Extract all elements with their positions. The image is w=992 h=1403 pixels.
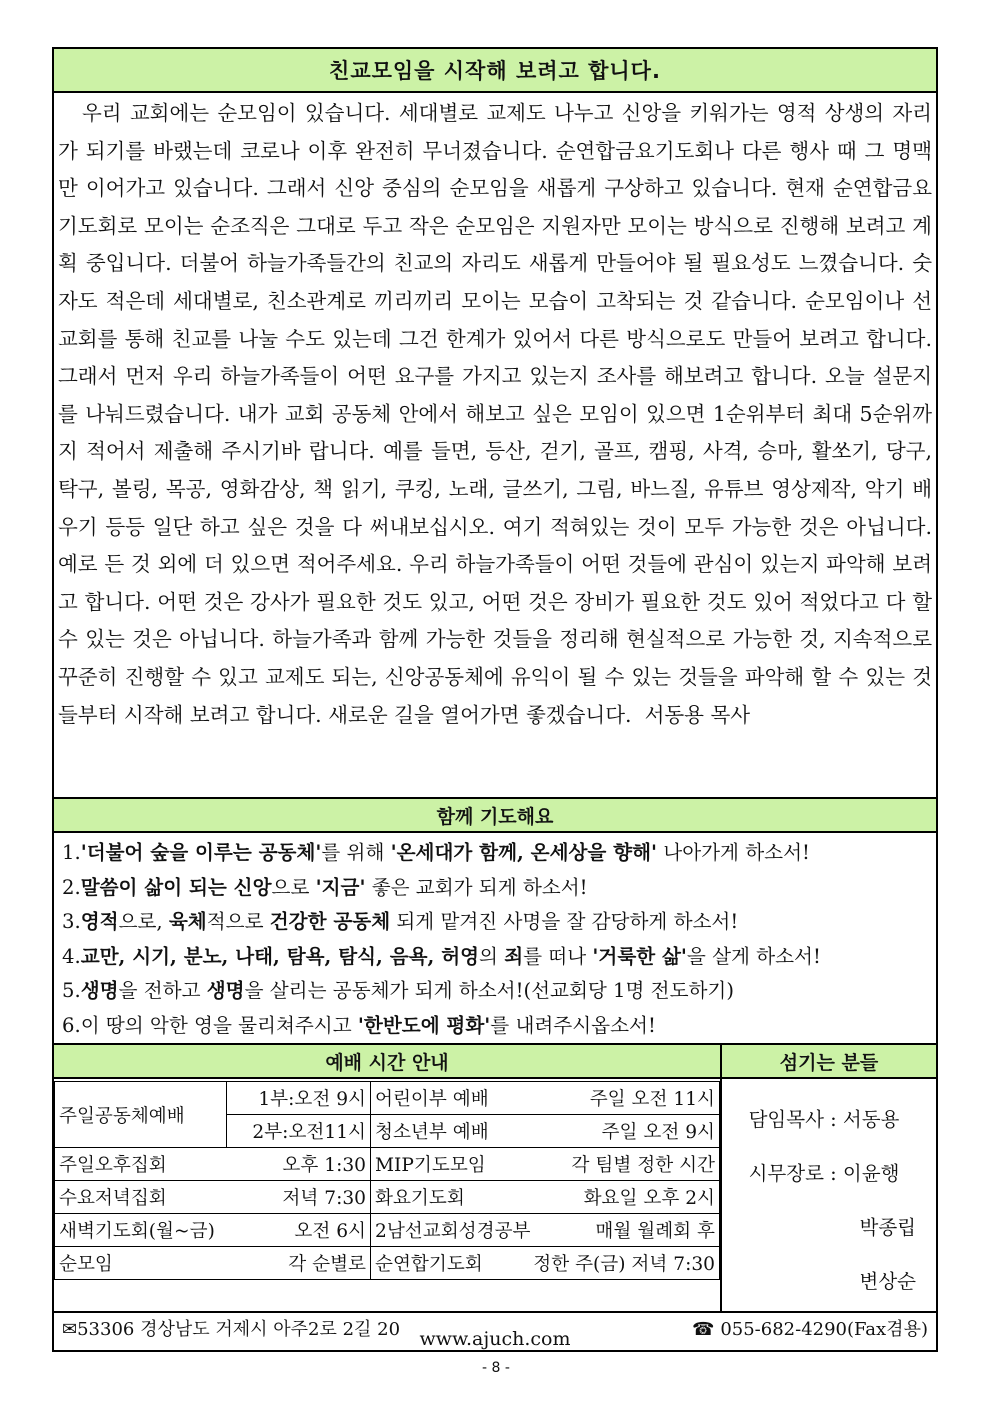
table-row xyxy=(55,1082,720,1115)
prayer-text: 를 위해 xyxy=(321,841,391,864)
prayer-item xyxy=(62,940,928,975)
row-name: MIP기도모임 xyxy=(375,1155,486,1176)
youth-service xyxy=(371,1115,720,1148)
prayer-item xyxy=(62,836,928,871)
page-number: - 8 - xyxy=(482,1360,510,1376)
table-row xyxy=(55,1181,720,1214)
prayer-text: 을 살리는 공동체가 되게 하소서!(선교회당 1명 전도하기) xyxy=(244,979,734,1003)
table-row xyxy=(55,1247,720,1280)
staff-title: 섬기는 분들 xyxy=(722,1045,936,1079)
row-time: 오전 6시 xyxy=(294,1221,366,1242)
row-name: 2남선교회성경공부 xyxy=(375,1221,531,1242)
prayer-text: 을 전하고 xyxy=(118,979,207,1003)
prayer-text: 5. xyxy=(62,979,81,1003)
elder: 시무장로 : 이윤행 xyxy=(748,1162,900,1185)
prayer-item xyxy=(62,974,928,1009)
pastor: 담임목사 : 서동용 xyxy=(748,1108,900,1131)
prayer-text: 2. xyxy=(62,875,81,899)
schedule-table xyxy=(54,1081,720,1280)
prayer-emphasis: '거룩한 삶' xyxy=(592,944,687,968)
prayer-emphasis: '지금' xyxy=(315,875,366,899)
telephone-icon: ☎ xyxy=(692,1319,715,1340)
prayer-text: 를 떠나 xyxy=(523,944,593,968)
prayer-emphasis: '더불어 숲을 이루는 공동체' xyxy=(80,841,322,864)
prayer-item xyxy=(62,871,928,906)
essay-body xyxy=(54,93,936,799)
prayer-emphasis: 생명 xyxy=(80,979,119,1003)
prayer-text: 좋은 교회가 되게 하소서! xyxy=(365,875,588,899)
website-link[interactable]: www.ajuch.com xyxy=(419,1328,571,1350)
elder-name: 박종립 xyxy=(859,1216,916,1239)
prayer-text: 1. xyxy=(62,841,81,864)
prayer-emphasis: '온세대가 함께, 온세상을 향해' xyxy=(390,841,658,864)
essay-signature: 서동용 목사 xyxy=(644,702,751,727)
prayer-emphasis: 육체 xyxy=(168,910,207,934)
phone-text: 055-682-4290(Fax겸용) xyxy=(720,1319,928,1340)
row-time: 화요일 오후 2시 xyxy=(583,1188,715,1209)
prayer-text: 6.이 땅의 악한 영을 물리쳐주시고 xyxy=(62,1013,358,1037)
staff-list xyxy=(722,1079,936,1309)
row-time: 각 팀별 정한 시간 xyxy=(571,1155,715,1176)
envelope-icon: ✉ xyxy=(62,1319,78,1340)
prayer-text: 3. xyxy=(62,910,81,934)
row-name: 화요기도회 xyxy=(375,1188,465,1209)
children-name: 어린이부 예배 xyxy=(375,1089,489,1110)
children-time: 주일 오전 11시 xyxy=(589,1089,715,1110)
schedule-title: 예배 시간 안내 xyxy=(54,1045,720,1079)
address-text: 53306 경상남도 거제시 아주2로 2길 20 xyxy=(77,1319,401,1340)
table-row xyxy=(55,1214,720,1247)
staff-panel xyxy=(722,1045,936,1311)
row-name: 순모임 xyxy=(59,1254,113,1275)
info-section xyxy=(54,1045,936,1313)
prayer-text: 으로, xyxy=(118,910,169,934)
prayer-emphasis: '한반도에 평화' xyxy=(357,1013,491,1037)
table-row xyxy=(55,1148,720,1181)
prayer-text: 4. xyxy=(62,944,81,968)
prayer-item xyxy=(62,1009,928,1044)
prayer-text: 적으로 xyxy=(206,910,270,934)
prayer-list xyxy=(54,833,936,1045)
prayer-text: 의 xyxy=(479,944,505,968)
prayer-text: 되게 맡겨진 사명을 잘 감당하게 하소서! xyxy=(390,910,739,934)
row-time: 저녁 7:30 xyxy=(282,1188,366,1209)
prayer-text: 를 내려주시옵소서! xyxy=(490,1013,656,1037)
children-service xyxy=(371,1082,720,1115)
prayer-title: 함께 기도해요 xyxy=(54,799,936,833)
row-name: 수요저녁집회 xyxy=(59,1188,167,1209)
essay-text: 우리 교회에는 순모임이 있습니다. 세대별로 교제도 나누고 신앙을 키워가는 영적 상생의 자리가 되기를 바랬는데 코로나 이후 완전히 무너졌습니다. 순연합금요기도회나 다른 행사 때 그 명맥만 이어가고 있습니다. 그래서 신앙 중심의 순모임을 새롭게 구상하고 있습니다. 현재 순연합금요기도회로 모이는 순조직은 그대로 두고 작은 순모임은 지원자만 모이는 방식으로 진행해 보려고 계획 중입니다. 더불어 하늘가족들간의 친교의 자리도 새롭게 만들어야 될 필요성도 느꼈습니다. 숫자도 적은데 세대별로, 친소관계로 끼리끼리 모이는 모습이 고착되는 것 같습니다. 순모임이나 선교회를 통해 친교를 나눌 수도 있는데 그건 한계가 있어서 다른 방식으로도 만들어 보려고 합니다. 그래서 먼저 우리 하늘가족들이 어떤 요구를 가지고 있는지 조사를 해보려고 합니다. 오늘 설문지를 나눠드렸습니다. 내가 교회 공동체 안에서 해보고 싶은 모임이 있으면 1순위부터 최대 5순위까지 적어서 제출해 주시기바 랍니다. 예를 들면, 등산, 걷기, 골프, 캠핑, 사격, 승마, 활쏘기, 당구, 탁구, 볼링, 목공, 영화감상, 책 읽기, 쿠킹, 노래, 글쓰기, 그림, 바느질, 유튜브 영상제작, 악기 배우기 등등 일단 하고 싶은 것을 다 써내보십시오. 여기 적혀있는 것이 모두 가능한 것은 아닙니다. 예로 든 것 외에 더 있으면 적어주세요. 우리 하늘가족들이 어떤 것들에 관심이 있는지 파악해 보려고 합니다. 어떤 것은 강사가 필요한 것도 있고, 어떤 것은 장비가 필요한 것도 있어 적었다고 다 할 수 있는 것은 아닙니다. 하늘가족과 함께 가능한 것들을 정리해 현실적으로 가능한 것, 지속적으로 꾸준히 진행할 수 있고 교제도 되는, 신앙공동체에 유익이 될 수 있는 것들을 파악해 할 수 있는 것들부터 시작해 보려고 합니다. 새로운 길을 열어가면 좋겠습니다. xyxy=(58,101,932,727)
youth-name: 청소년부 예배 xyxy=(375,1122,489,1143)
prayer-emphasis: 말씀이 삶이 되는 신앙 xyxy=(80,875,272,899)
schedule-panel xyxy=(54,1045,722,1311)
row-name: 주일오후집회 xyxy=(59,1155,167,1176)
row-time: 각 순별로 xyxy=(288,1254,366,1275)
prayer-emphasis: 영적 xyxy=(80,910,119,934)
prayer-emphasis: 교만, 시기, 분노, 나태, 탐욕, 탐식, 음욕, 허영 xyxy=(80,944,480,968)
sunday-part1: 1부:오전 9시 xyxy=(227,1082,371,1115)
prayer-emphasis: 건강한 공동체 xyxy=(269,910,391,934)
prayer-emphasis: 생명 xyxy=(206,979,245,1003)
row-time: 정한 주(금) 저녁 7:30 xyxy=(533,1254,715,1275)
youth-time: 주일 오전 9시 xyxy=(601,1122,715,1143)
sunday-service-name: 주일공동체예배 xyxy=(55,1082,227,1148)
row-name: 새벽기도회(월~금) xyxy=(59,1221,215,1242)
row-name: 순연합기도회 xyxy=(375,1254,483,1275)
prayer-text: 을 살게 하소서! xyxy=(686,944,821,968)
prayer-text: 으로 xyxy=(271,875,316,899)
essay-title: 친교모임을 시작해 보려고 합니다. xyxy=(54,49,936,93)
prayer-item xyxy=(62,905,928,940)
elder-name: 변상순 xyxy=(859,1270,916,1293)
prayer-emphasis: 죄 xyxy=(504,944,524,968)
prayer-text: 나아가게 하소서! xyxy=(657,841,810,864)
row-time: 오후 1:30 xyxy=(282,1155,366,1176)
bulletin-page xyxy=(52,47,938,1352)
row-time: 매월 월례회 후 xyxy=(595,1221,715,1242)
sunday-part2: 2부:오전11시 xyxy=(227,1115,371,1148)
